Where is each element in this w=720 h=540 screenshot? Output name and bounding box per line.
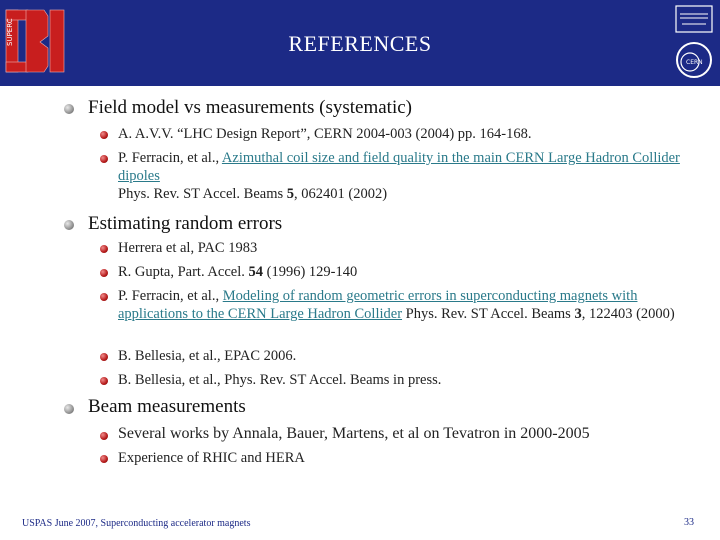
reference-item: Herrera et al, PAC 1983	[118, 240, 258, 256]
reference-volume: 54	[248, 264, 263, 280]
bullet-icon	[100, 432, 108, 440]
section-title: Beam measurements	[88, 396, 246, 417]
cern-logo-text: CERN	[686, 59, 703, 66]
reference-volume: 3	[574, 306, 582, 322]
cern-logo	[670, 4, 718, 82]
reference-item: A. A.V.V. “LHC Design Report”, CERN 2004-003 (2004) pp. 164-168.	[118, 126, 532, 142]
reference-pages: , 122403 (2000)	[581, 306, 675, 322]
reference-authors: R. Gupta, Part. Accel.	[118, 264, 249, 280]
reference-item	[118, 263, 698, 281]
reference-item: Experience of RHIC and HERA	[118, 450, 305, 466]
bullet-icon	[100, 155, 108, 163]
reference-pages: (1996) 129-140	[262, 264, 358, 280]
reference-journal: Phys. Rev. ST Accel. Beams	[118, 186, 287, 202]
bullet-icon	[64, 220, 74, 230]
bullet-icon	[100, 269, 108, 277]
reference-pages: , 062401 (2002)	[294, 186, 388, 202]
bullet-icon	[100, 455, 108, 463]
footer-text: USPAS June 2007, Superconducting accelerator magnets	[22, 518, 251, 529]
reference-item: B. Bellesia, et al., Phys. Rev. ST Accel. Beams in press.	[118, 372, 442, 388]
reference-authors: P. Ferracin, et al.,	[118, 150, 222, 166]
page-number: 33	[684, 517, 694, 528]
section-title: Field model vs measurements (systematic)	[88, 97, 412, 118]
bullet-icon	[64, 404, 74, 414]
svg-text:SUPERC: SUPERC	[6, 18, 14, 46]
reference-item: Several works by Annala, Bauer, Martens, et al on Tevatron in 2000-2005	[118, 425, 590, 442]
reference-journal: Phys. Rev. ST Accel. Beams	[402, 306, 575, 322]
page-title: REFERENCES	[288, 31, 432, 56]
reference-item	[118, 149, 698, 203]
reference-link[interactable]: Modeling of random geometric errors in superconducting magnets with applications to the CERN Large Hadron Collider	[118, 288, 638, 322]
bullet-icon	[64, 104, 74, 114]
bullet-icon	[100, 293, 108, 301]
bullet-icon	[100, 353, 108, 361]
reference-authors: P. Ferracin, et al.,	[118, 288, 223, 304]
section-title: Estimating random errors	[88, 213, 283, 234]
bullet-icon	[100, 245, 108, 253]
reference-volume: 5	[286, 186, 295, 202]
reference-item	[118, 287, 698, 323]
reference-item: B. Bellesia, et al., EPAC 2006.	[118, 348, 297, 364]
header-bar	[0, 0, 720, 86]
reference-link[interactable]: Azimuthal coil size and field quality in the main CERN Large Hadron Collider dipoles	[118, 150, 680, 184]
bullet-icon	[100, 377, 108, 385]
bullet-icon	[100, 131, 108, 139]
